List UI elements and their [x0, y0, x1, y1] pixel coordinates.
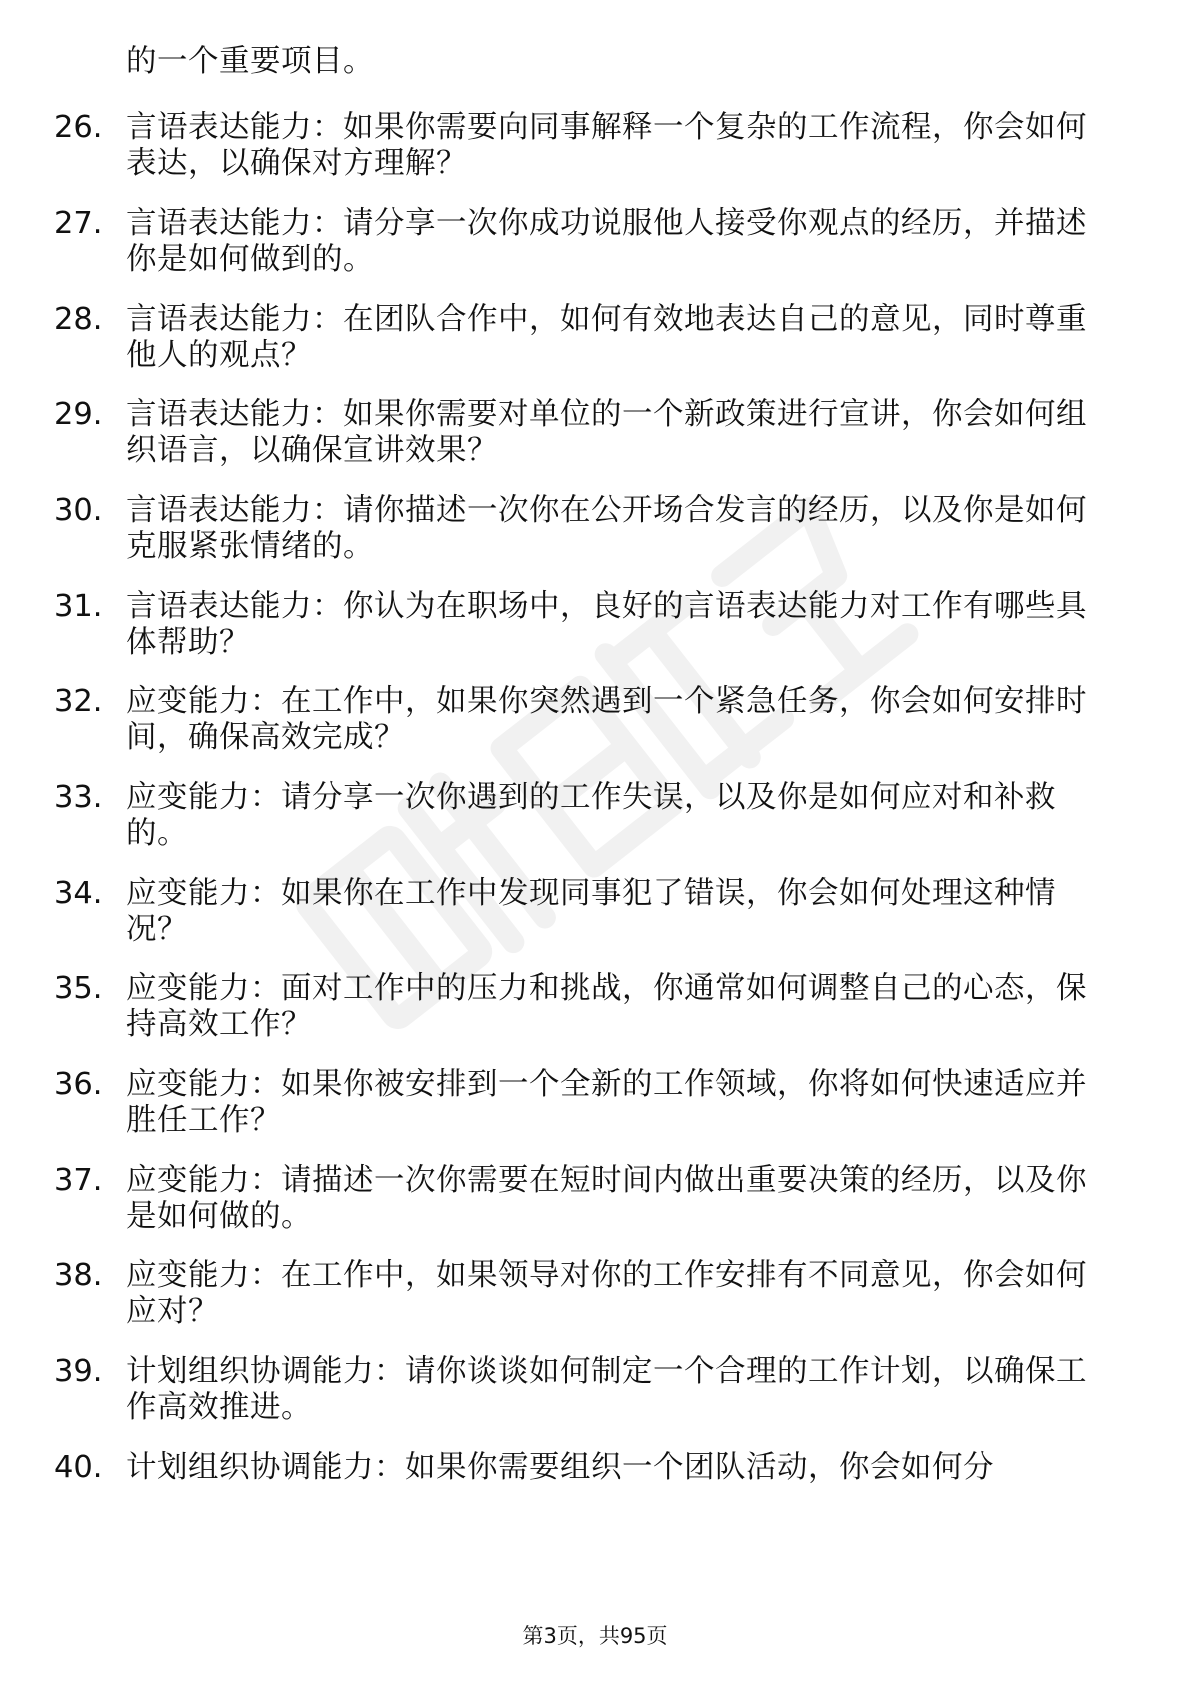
item-number: 40.	[54, 1450, 103, 1485]
item-text: 言语表达能力：请分享一次你成功说服他人接受你观点的经历，并描述你是如何做到的。	[126, 206, 1087, 277]
list-item	[0, 1067, 1190, 1157]
item-number: 38.	[54, 1258, 103, 1293]
item-text: 言语表达能力：如果你需要向同事解释一个复杂的工作流程，你会如何表达，以确保对方理解？	[126, 110, 1087, 181]
item-text: 应变能力：请描述一次你需要在短时间内做出重要决策的经历，以及你是如何做的。	[126, 1163, 1087, 1234]
list-item	[0, 971, 1190, 1061]
item-text: 计划组织协调能力：如果你需要组织一个团队活动，你会如何分	[126, 1450, 994, 1485]
list-item	[0, 493, 1190, 583]
list-item	[0, 1258, 1190, 1348]
item-text: 应变能力：在工作中，如果你突然遇到一个紧急任务，你会如何安排时间，确保高效完成？	[126, 684, 1087, 755]
item-text: 应变能力：在工作中，如果领导对你的工作安排有不同意见，你会如何应对？	[126, 1258, 1087, 1329]
item-number: 34.	[54, 876, 103, 911]
item-text: 应变能力：请分享一次你遇到的工作失误，以及你是如何应对和补救的。	[126, 780, 1056, 851]
list-item	[0, 589, 1190, 679]
item-number: 30.	[54, 493, 103, 528]
item-text: 应变能力：如果你在工作中发现同事犯了错误，你会如何处理这种情况？	[126, 876, 1056, 947]
list-item	[0, 110, 1190, 200]
item-text: 言语表达能力：在团队合作中，如何有效地表达自己的意见，同时尊重他人的观点？	[126, 302, 1087, 373]
list-item	[0, 684, 1190, 774]
item-number: 29.	[54, 397, 103, 432]
item-number: 32.	[54, 684, 103, 719]
list-item	[0, 876, 1190, 966]
list-item	[0, 397, 1190, 487]
item-number: 31.	[54, 589, 103, 624]
item-text: 应变能力：面对工作中的压力和挑战，你通常如何调整自己的心态，保持高效工作？	[126, 971, 1087, 1042]
list-item	[0, 302, 1190, 392]
list-item	[0, 1450, 1190, 1540]
list-item	[0, 206, 1190, 296]
list-item	[0, 1163, 1190, 1253]
item-number: 27.	[54, 206, 103, 241]
list-item	[0, 1354, 1190, 1444]
item-number: 36.	[54, 1067, 103, 1102]
item-number: 28.	[54, 302, 103, 337]
item-number: 33.	[54, 780, 103, 815]
list-item	[0, 780, 1190, 870]
page-footer: 第3页，共95页	[522, 1624, 668, 1648]
item-text: 言语表达能力：如果你需要对单位的一个新政策进行宣讲，你会如何组织语言，以确保宣讲效果？	[126, 397, 1087, 468]
item-text: 应变能力：如果你被安排到一个全新的工作领域，你将如何快速适应并胜任工作？	[126, 1067, 1087, 1138]
item-text: 言语表达能力：你认为在职场中，良好的言语表达能力对工作有哪些具体帮助？	[126, 589, 1087, 660]
item-number: 35.	[54, 971, 103, 1006]
item-text: 计划组织协调能力：请你谈谈如何制定一个合理的工作计划，以确保工作高效推进。	[126, 1354, 1087, 1425]
item-number: 39.	[54, 1354, 103, 1389]
continuation-text: 的一个重要项目。	[126, 44, 374, 79]
item-text: 言语表达能力：请你描述一次你在公开场合发言的经历，以及你是如何克服紧张情绪的。	[126, 493, 1087, 564]
item-number: 26.	[54, 110, 103, 145]
item-number: 37.	[54, 1163, 103, 1198]
